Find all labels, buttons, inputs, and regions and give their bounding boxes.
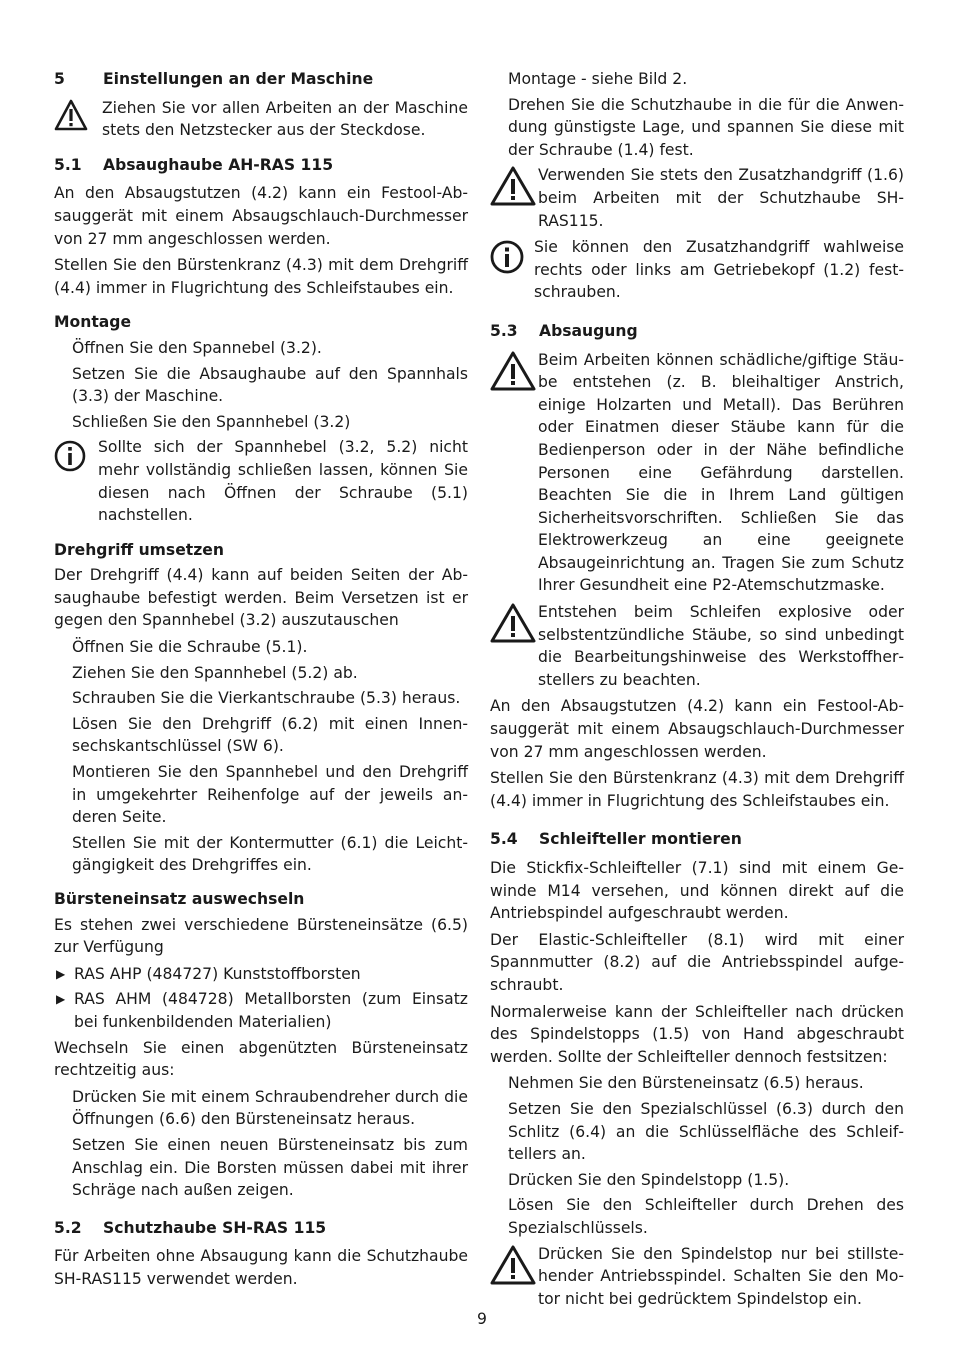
paragraph: An den Absaugstutzen (4.2) kann ein Festool-Absauggerät mit einem Absaugschlauch-Durchmesser von 27 mm angeschlossen werden. (490, 697, 904, 761)
section-5-1-heading: 5.1 Absaughaube AH-RAS 115 (54, 155, 334, 174)
paragraph: Für Arbeiten ohne Absaugung kann die Schutzhaube SH-RAS115 verwendet werden. (54, 1247, 468, 1288)
warning-icon (490, 601, 538, 647)
montage-heading: Montage (54, 313, 132, 332)
warning-text: Verwenden Sie stets den Zusatzhandgriff (1.6) beim Arbeiten mit der Schutzhaube SH-RAS115. (538, 166, 904, 230)
info-icon (490, 236, 534, 278)
warning-text: Drücken Sie den Spindelstop nur bei stillstehender Antriebsspindel. Schalten Sie den Motor nicht bei gedrücktem Spindelstop ein. (538, 1244, 904, 1308)
bullet-triangle-icon: ▶ (56, 966, 66, 981)
drehgriff-heading: Drehgriff umsetzen (54, 540, 224, 559)
page-number: 9 (477, 1310, 487, 1328)
warning-text: Ziehen Sie vor allen Arbeiten an der Maschine stets den Netzstecker aus der Steckdose. (102, 98, 468, 140)
right-column (490, 68, 904, 1314)
paragraph: Stellen Sie den Bürstenkranz (4.3) mit dem Drehgriff (4.4) immer in Flugrichtung des Schleifstaubes ein. (490, 769, 904, 810)
section-5-3-heading: 5.3 Absaugung (490, 321, 638, 340)
instruction-step: Setzen Sie die Absaughaube auf den Spannhals (3.3) der Maschine. (72, 364, 468, 406)
instruction-step: Stellen Sie mit der Kontermutter (6.1) die Leichtgängigkeit des Drehgriffes ein. (72, 833, 468, 875)
list-item: ▶ RAS AHP (484727) Kunststoffborsten (54, 963, 468, 986)
instruction-step: Lösen Sie den Schleifteller durch Drehen des Spezialschlüssels. (508, 1196, 904, 1237)
instruction-step: Drücken Sie den Spindelstopp (1.5). (508, 1170, 790, 1189)
info-note (54, 436, 468, 526)
instruction-step: Lösen Sie den Drehgriff (6.2) mit einen Innensechskantschlüssel (SW 6). (72, 714, 468, 756)
instruction-step: Ziehen Sie den Spannhebel (5.2) ab. (72, 663, 358, 682)
info-note (490, 236, 904, 304)
instruction-step: Montage - siehe Bild 2. (508, 70, 688, 88)
section-5-2-heading: 5.2 Schutzhaube SH-RAS 115 (54, 1218, 327, 1237)
left-column (54, 68, 468, 1295)
info-text: Sie können den Zusatzhandgriff wahlweise rechts oder links am Getriebekopf (1.2) festschrauben. (534, 238, 904, 302)
warning-text: Entstehen beim Schleifen explosive oder selbstentzündliche Stäube, so sind unbedingt die Bearbeitungshinweise des Werkstoffherstellers zu beachten. (538, 603, 904, 689)
warning-text: Beim Arbeiten können schädliche/giftige Stäube entstehen (z. B. bleihaltiger Anstrich, einige Holzarten und Metall). Das Berühren oder Einatmen dieser Stäube kann für die Bedienperson oder in der Nähe befindliche Personen eine Gefährdung darstellen. Beachten Sie die in Ihrem Land gültigen Sicherheitsvorschriften. Schließen Sie das Elektrowerkzeug an eine geeignete Absaugeinrichtung an. Tragen Sie zum Schutz Ihrer Gesundheit eine P2-Atemschutzmaske. (538, 350, 904, 595)
buersteneinsatz-heading: Bürsteneinsatz auswechseln (54, 890, 305, 908)
paragraph: Es stehen zwei verschiedene Bürsteneinsätze (6.5) zur Verfügung (54, 915, 468, 957)
warning-icon (54, 97, 102, 135)
paragraph: Stellen Sie den Bürstenkranz (4.3) mit dem Drehgriff (4.4) immer in Flugrichtung des Schleifstaubes ein. (54, 256, 468, 297)
instruction-step: Schrauben Sie die Vierkantschraube (5.3) heraus. (72, 689, 461, 708)
instruction-step: Schließen Sie den Spannhebel (3.2) (72, 412, 351, 431)
instruction-step: Setzen Sie den Spezialschlüssel (6.3) durch den Schlitz (6.4) an die Schlüsselfläche des Schleiftellers an. (508, 1099, 904, 1164)
paragraph: Der Drehgriff (4.4) kann auf beiden Seiten der Absaughaube befestigt werden. Beim Versetzen ist er gegen den Spannhebel (3.2) auszutauschen (54, 566, 468, 630)
instruction-step: Nehmen Sie den Bürsteneinsatz (6.5) heraus. (508, 1074, 864, 1093)
paragraph: Normalerweise kann der Schleifteller nach drücken des Spindelstopps (1.5) von Hand abgeschraubt werden. Sollte der Schleifteller dennoch festsitzen: (490, 1002, 904, 1066)
list-item: ▶ RAS AHM (484728) Metallborsten (zum Einsatz bei funkenbildenden Materialien) (54, 988, 468, 1033)
warning-note (490, 1243, 904, 1311)
paragraph: Wechseln Sie einen abgenützten Bürsteneinsatz rechtzeitig aus: (54, 1038, 468, 1080)
instruction-step: Öffnen Sie den Spannebel (3.2). (72, 338, 322, 357)
warning-note (490, 164, 904, 232)
warning-icon (490, 349, 538, 395)
bullet-triangle-icon: ▶ (56, 992, 66, 1007)
section-5-heading: 5 Einstellungen an der Maschine (54, 70, 374, 88)
paragraph: An den Absaugstutzen (4.2) kann ein Festool-Absauggerät mit einem Absaugschlauch-Durchmesser von 27 mm angeschlossen werden. (54, 184, 468, 248)
instruction-step: Drücken Sie mit einem Schraubendreher durch die Öffnungen (6.6) den Bürsteneinsatz heraus. (72, 1087, 468, 1129)
instruction-step: Drehen Sie die Schutzhaube in die für die Anwendung günstigste Lage, und spannen Sie diese mit der Schraube (1.4) fest. (508, 95, 904, 159)
info-icon (54, 436, 98, 476)
instruction-step: Öffnen Sie die Schraube (5.1). (72, 638, 308, 657)
paragraph: Der Elastic-Schleifteller (8.1) wird mit einer Spannmutter (8.2) auf die Antriebsspindel aufgeschraubt. (490, 930, 904, 994)
warning-note (490, 601, 904, 691)
paragraph: Die Stickfix-Schleifteller (7.1) sind mit einem Gewinde M14 versehen, und können direkt auf die Antriebspindel aufgeschraubt werden. (490, 859, 904, 923)
instruction-step: Setzen Sie einen neuen Bürsteneinsatz bis zum Anschlag ein. Die Borsten müssen dabei mit ihrer Schräge nach außen zeigen. (72, 1135, 468, 1200)
warning-note (54, 97, 468, 142)
instruction-step: Montieren Sie den Spannhebel und den Drehgriff in umgekehrter Reihenfolge auf der jeweils anderen Seite. (72, 763, 468, 827)
warning-icon (490, 164, 538, 210)
warning-icon (490, 1243, 538, 1289)
warning-note (490, 349, 904, 598)
section-5-4-heading: 5.4 Schleifteller montieren (490, 830, 742, 849)
info-text: Sollte sich der Spannhebel (3.2, 5.2) nicht mehr vollständig schließen lassen, können Sie diesen nach Öffnen der Schraube (5.1) nachstellen. (98, 438, 468, 525)
